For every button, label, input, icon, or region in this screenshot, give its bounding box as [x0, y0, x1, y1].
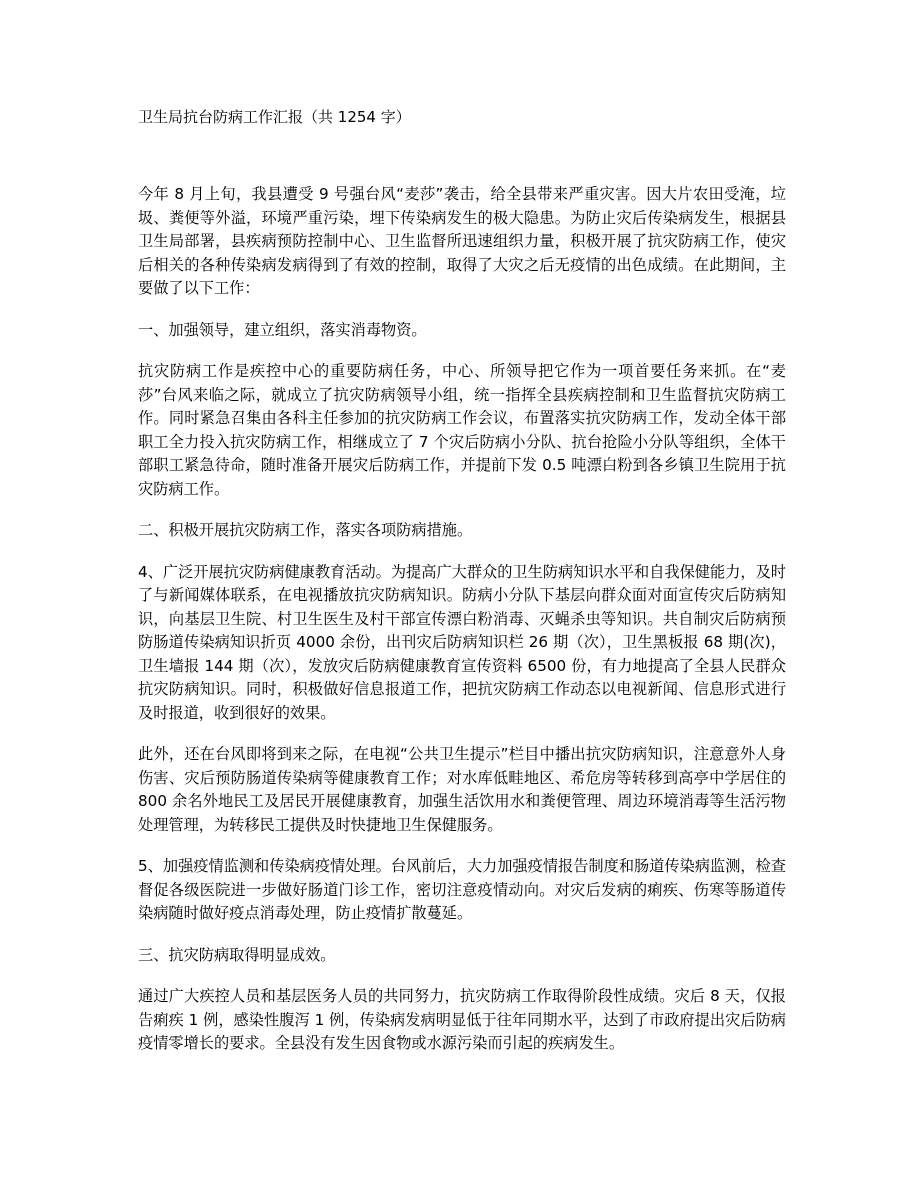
section-heading: 一、加强领导，建立组织，落实消毒物资。 [138, 320, 427, 339]
body-paragraph: 通过广大疾控人员和基层医务人员的共同努力，抗灾防病工作取得阶段性成绩。灾后 8 天，仅报告痢疾 1 例，感染性腹泻 1 例，传染病发病明显低于往年同期水平，达到了市政府提出灾后防病疫情零增长的要求。全县没有发生因食物或水源污染而引起的疾病发生。 [138, 987, 786, 1052]
body-paragraph: 此外，还在台风即将到来之际，在电视“公共卫生提示”栏目中播出抗灾防病知识，注意意外人身伤害、灾后预防肠道传染病等健康教育工作；对水库低畦地区、希危房等转移到高亭中学居住的 800 余名外地民工及居民开展健康教育，加强生活饮用水和粪便管理、周边环境消毒等生活污物处理管理，为转移民工提供及时快捷地卫生保健服务。 [138, 745, 786, 834]
body-paragraph: 4、广泛开展抗灾防病健康教育活动。为提高广大群众的卫生防病知识水平和自我保健能力，及时了与新闻媒体联系，在电视播放抗灾防病知识。防病小分队下基层向群众面对面宣传灾后防病知识，向基层卫生院、村卫生医生及村干部宣传漂白粉消毒、灭蝇杀虫等知识。共自制灾后防病预防肠道传染病知识折页 4000 余份，出刊灾后防病知识栏 26 期（次），卫生黑板报 68 期(次)，卫生墙报 144 期（次），发放灾后防病健康教育宣传资料 6500 份，有力地提高了全县人民群众抗灾防病知识。同时，积极做好信息报道工作，把抗灾防病工作动态以电视新闻、信息形式进行及时报道，收到很好的效果。 [138, 562, 786, 722]
body-paragraph: 今年 8 月上旬，我县遭受 9 号强台风“麦莎”袭击，给全县带来严重灾害。因大片农田受淹，垃圾、粪便等外溢，环境严重污染，埋下传染病发生的极大隐患。为防止灾后传染病发生，根据县卫生局部署，县疾病预防控制中心、卫生监督所迅速组织力量，积极开展了抗灾防病工作，使灾后相关的各种传染病发病得到了有效的控制，取得了大灾之后无疫情的出色成绩。在此期间，主要做了以下工作： [138, 185, 786, 297]
section-heading: 二、积极开展抗灾防病工作，落实各项防病措施。 [138, 521, 473, 539]
document-title: 卫生局抗台防病工作汇报（共 1254 字） [138, 108, 411, 126]
section-heading: 三、抗灾防病取得明显成效。 [138, 945, 336, 964]
document-body [138, 183, 786, 1074]
body-paragraph: 抗灾防病工作是疾控中心的重要防病任务，中心、所领导把它作为一项首要任务来抓。在“麦莎”台风来临之际，就成立了抗灾防病领导小组，统一指挥全县疾病控制和卫生监督抗灾防病工作。同时紧急召集由各科主任参加的抗灾防病工作会议，布置落实抗灾防病工作，发动全体干部职工全力投入抗灾防病工作，相继成立了 7 个灾后防病小分队、抗台抢险小分队等组织，全体干部职工紧急待命，随时准备开展灾后防病工作，并提前下发 0.5 吨漂白粉到各乡镇卫生院用于抗灾防病工作。 [138, 362, 786, 498]
body-paragraph: 5、加强疫情监测和传染病疫情处理。台风前后，大力加强疫情报告制度和肠道传染病监测，检查督促各级医院进一步做好肠道门诊工作，密切注意疫情动向。对灾后发病的痢疾、伤寒等肠道传染病随时做好疫点消毒处理，防止疫情扩散蔓延。 [138, 857, 786, 922]
